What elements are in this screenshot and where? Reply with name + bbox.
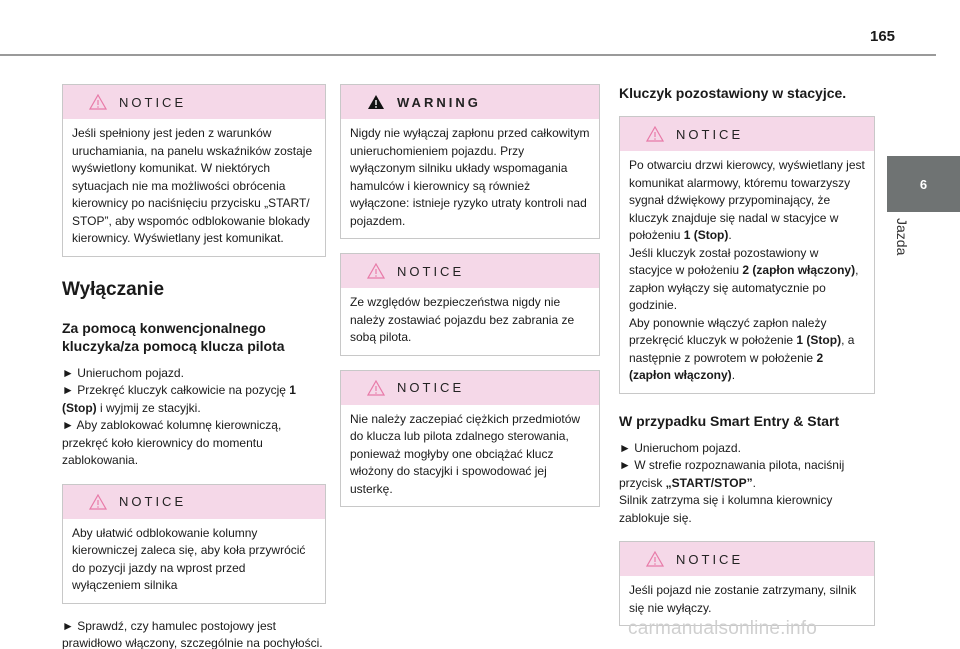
notice-box bbox=[62, 84, 326, 257]
notice-text: Jeśli pojazd nie zostanie zatrzymany, silnik się nie wyłączy. bbox=[629, 583, 857, 615]
notice-title: NOTICE bbox=[119, 94, 187, 110]
notice-header bbox=[341, 371, 599, 405]
warning-header bbox=[341, 85, 599, 119]
section-heading: Kluczyk pozostawiony w stacyjce. bbox=[619, 85, 847, 101]
instruction-steps bbox=[62, 365, 326, 470]
notice-header bbox=[63, 85, 325, 119]
step-text: ► Unieruchom pojazd. bbox=[62, 365, 184, 380]
notice-header bbox=[341, 254, 599, 288]
warning-title: WARNING bbox=[397, 94, 481, 110]
notice-box bbox=[340, 370, 600, 508]
warning-triangle-icon bbox=[367, 263, 385, 279]
notice-box bbox=[619, 541, 875, 626]
notice-title: NOTICE bbox=[397, 380, 465, 395]
step-text: ► Przekręć kluczyk całkowicie na pozycję 1 (Stop) i wyjmij ze stacyjki. bbox=[62, 383, 296, 415]
notice-text: Aby ułatwić odblokowanie kolumny kierowniczej zaleca się, aby koła przywrócić do pozycji jazdy na wprost przed wyłączeniem silnika bbox=[72, 525, 306, 592]
notice-text: Nie należy zaczepiać ciężkich przedmiotów do klucza lub pilota zdalnego sterowania, ponieważ mogłyby one obciążać klucz włożony do stacyjki i spowodować jej usterkę. bbox=[350, 411, 581, 496]
instruction-steps bbox=[619, 440, 875, 528]
warning-triangle-icon bbox=[367, 94, 385, 110]
section-heading: Wyłączanie bbox=[62, 278, 165, 300]
warning-triangle-icon bbox=[646, 551, 664, 567]
notice-paragraph: Po otwarciu drzwi kierowcy, wyświetlany jest komunikat alarmowy, któremu towarzyszy sygnał dźwiękowy przypominający, że kluczyk znajduje się nadal w stacyjce w położeniu 1 (Stop). bbox=[629, 158, 865, 242]
notice-title: NOTICE bbox=[119, 494, 187, 509]
notice-paragraph: Jeśli kluczyk został pozostawiony w stacyjce w położeniu 2 (zapłon włączony), zapłon wyłączy się automatycznie po godzinie. bbox=[629, 245, 859, 312]
notice-box bbox=[340, 253, 600, 356]
subsection-heading: Za pomocą konwencjonalnego kluczyka/za pomocą klucza pilota bbox=[62, 319, 285, 354]
step-text: ► Aby zablokować kolumnę kierowniczą, przekręć koło kierownicy do momentu zablokowania. bbox=[62, 418, 282, 467]
notice-text bbox=[620, 151, 874, 393]
section-label: Jazda bbox=[894, 218, 910, 256]
warning-box bbox=[340, 84, 600, 239]
step-text: ► Unieruchom pojazd. bbox=[619, 440, 741, 455]
warning-triangle-icon bbox=[646, 126, 664, 142]
notice-title: NOTICE bbox=[397, 263, 465, 279]
notice-header bbox=[620, 542, 874, 576]
warning-triangle-icon bbox=[367, 380, 385, 396]
notice-box bbox=[619, 116, 875, 394]
notice-paragraph: Aby ponownie włączyć zapłon należy przekręcić kluczyk w położenie 1 (Stop), a następnie z powrotem w położenie 2 (zapłon włączony). bbox=[629, 315, 855, 382]
notice-text: Jeśli spełniony jest jeden z warunków uruchamiania, na panelu wskaźników zostaje wyświetlony komunikat. W niektórych sytuacjach nie ma możliwości obrócenia kierownicy po naciśnięciu przycisku „START/ STOP”, aby wspomóc odblokowanie blokady kierownicy. Wyświetlany jest komunikat. bbox=[72, 126, 313, 245]
notice-header bbox=[620, 117, 874, 151]
header-divider bbox=[0, 54, 936, 56]
warning-triangle-icon bbox=[89, 94, 107, 110]
notice-title: NOTICE bbox=[676, 126, 744, 142]
notice-box bbox=[62, 484, 326, 604]
warning-triangle-icon bbox=[89, 494, 107, 510]
step-text: ► Sprawdź, czy hamulec postojowy jest prawidłowo włączony, szczególnie na pochyłości. bbox=[62, 618, 323, 649]
notice-text: Ze względów bezpieczeństwa nigdy nie należy zostawiać pojazdu bez zabrania ze sobą pilota. bbox=[350, 295, 575, 344]
column-left bbox=[62, 84, 326, 649]
column-right bbox=[619, 84, 875, 626]
subsection-heading: W przypadku Smart Entry & Start bbox=[619, 412, 840, 429]
page-number: 165 bbox=[870, 28, 896, 45]
step-text: ► W strefie rozpoznawania pilota, naciśnij przycisk „START/STOP”. bbox=[619, 458, 845, 490]
step-text: Silnik zatrzyma się i kolumna kierownicy zablokuje się. bbox=[619, 493, 833, 525]
column-middle bbox=[340, 84, 600, 507]
notice-title: NOTICE bbox=[676, 551, 744, 567]
footer-watermark: carmanualsonline.info bbox=[628, 618, 818, 639]
warning-text: Nigdy nie wyłączaj zapłonu przed całkowitym unieruchomieniem pojazdu. Przy wyłączonym silniku układy wspomagania hamulców i kierownicy są również wyłączone: istnieje ryzyko utraty kontroli nad pojazdem. bbox=[350, 126, 590, 228]
section-tab[interactable]: 6 bbox=[887, 156, 960, 212]
notice-header bbox=[63, 485, 325, 519]
